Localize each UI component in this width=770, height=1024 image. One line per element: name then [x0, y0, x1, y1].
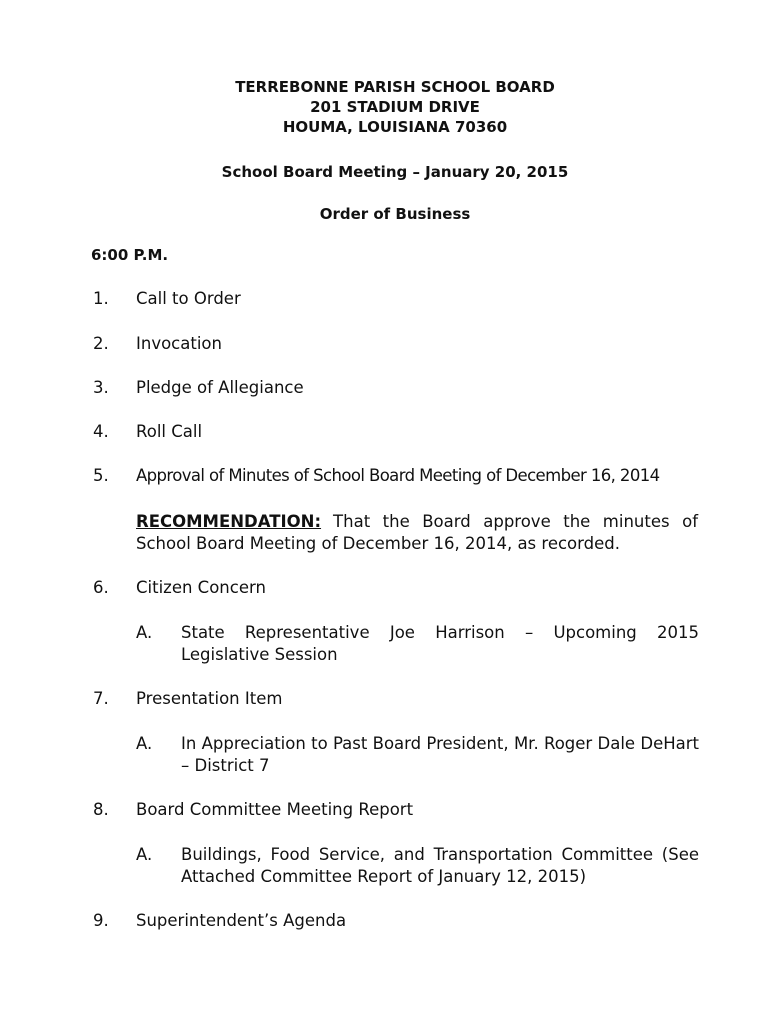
- item-number: 8.: [93, 800, 109, 819]
- meeting-time: 6:00 P.M.: [91, 246, 169, 264]
- item-text: Superintendent’s Agenda: [136, 911, 347, 930]
- item-number: 6.: [93, 578, 109, 597]
- item-text: Board Committee Meeting Report: [136, 800, 414, 819]
- board-address: 201 STADIUM DRIVE: [310, 98, 480, 116]
- item-text: Roll Call: [136, 422, 203, 441]
- item-number: 7.: [93, 689, 109, 708]
- recommendation: [136, 511, 698, 555]
- item-number: 4.: [93, 422, 109, 441]
- item-number: 3.: [93, 378, 109, 397]
- board-city: HOUMA, LOUISIANA 70360: [282, 118, 508, 136]
- item-text: Call to Order: [136, 289, 241, 308]
- item-text: Citizen Concern: [136, 578, 266, 597]
- sub-item-text: State Representative Joe Harrison – Upcoming 2015 Legislative Session: [181, 623, 699, 664]
- board-name: TERREBONNE PARISH SCHOOL BOARD: [235, 78, 555, 96]
- sub-item-letter: A.: [136, 623, 153, 642]
- item-number: 9.: [93, 911, 109, 930]
- page-title: Order of Business: [319, 205, 471, 223]
- item-text: Pledge of Allegiance: [136, 378, 304, 397]
- recommendation-label: RECOMMENDATION:: [136, 512, 322, 531]
- item-text: Approval of Minutes of School Board Meeting of December 16, 2014: [136, 466, 660, 485]
- item-number: 5.: [93, 466, 109, 485]
- item-text: Invocation: [136, 334, 222, 353]
- recommendation-text: That the Board approve the minutes of School Board Meeting of December 16, 2014, as recorded.: [136, 512, 698, 553]
- sub-item-text: Buildings, Food Service, and Transportation Committee (See Attached Committee Report of January 12, 2015): [181, 845, 699, 886]
- sub-item-text: In Appreciation to Past Board President, Mr. Roger Dale DeHart – District 7: [181, 734, 699, 775]
- meeting-title: School Board Meeting – January 20, 2015: [221, 163, 569, 181]
- item-number: 1.: [93, 289, 109, 308]
- sub-item-letter: A.: [136, 845, 153, 864]
- item-text: Presentation Item: [136, 689, 283, 708]
- sub-item-letter: A.: [136, 734, 153, 753]
- item-number: 2.: [93, 334, 109, 353]
